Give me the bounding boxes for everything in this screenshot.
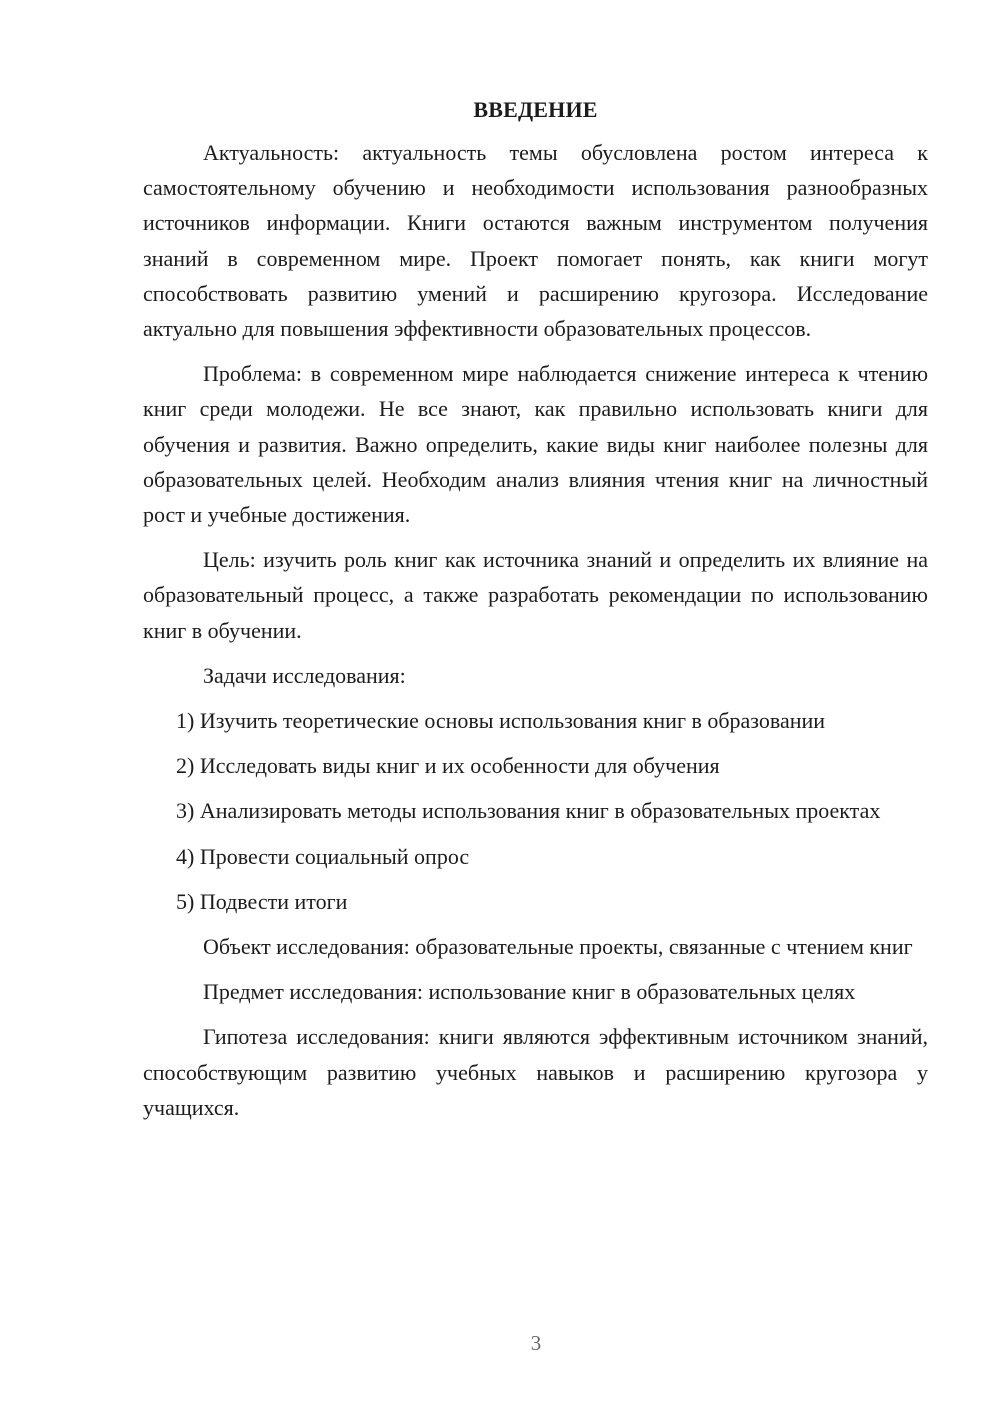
tasks-title: Задачи исследования: xyxy=(203,662,406,688)
goal-paragraph: Цель: изучить роль книг как источника знаний и определить их влияние на образовательный процесс, а также разработать рекомендации по использованию книг в обучении. xyxy=(143,547,928,643)
task-item-3: 3) Анализировать методы использования книг в образовательных проектах xyxy=(176,798,881,824)
task-item-1: 1) Изучить теоретические основы использования книг в образовании xyxy=(176,708,826,734)
problem-paragraph: Проблема: в современном мире наблюдается снижение интереса к чтению книг среди молодежи. Не все знают, как правильно использовать книги для обучения и развития. Важно определить, какие виды книг наиболее полезны для образовательных целей. Необходим анализ влияния чтения книг на личностный рост и учебные достижения. xyxy=(143,361,928,528)
page-number: 3 xyxy=(530,1331,542,1355)
page-content xyxy=(143,95,928,1125)
section-heading: ВВЕДЕНИЕ xyxy=(473,97,598,122)
hypothesis-paragraph: Гипотеза исследования: книги являются эффективным источником знаний, способствующим развитию учебных навыков и расширению кругозора у учащихся. xyxy=(143,1024,928,1120)
subject-paragraph: Предмет исследования: использование книг в образовательных целях xyxy=(203,979,856,1005)
task-item-4: 4) Провести социальный опрос xyxy=(176,843,470,869)
task-item-5: 5) Подвести итоги xyxy=(176,888,348,914)
task-item-2: 2) Исследовать виды книг и их особенности для обучения xyxy=(176,753,720,779)
object-paragraph: Объект исследования: образовательные проекты, связанные с чтением книг xyxy=(203,934,913,960)
relevance-paragraph: Актуальность: актуальность темы обусловлена ростом интереса к самостоятельному обучению и необходимости использования разнообразных источников информации. Книги остаются важным инструментом получения знаний в современном мире. Проект помогает понять, как книги могут способствовать развитию умений и расширению кругозора. Исследование актуально для повышения эффективности образовательных процессов. xyxy=(143,140,928,342)
